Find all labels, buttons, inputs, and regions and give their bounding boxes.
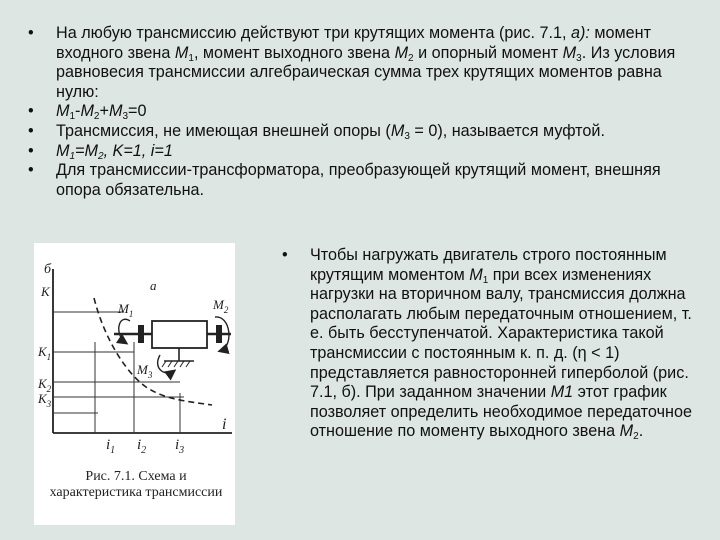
subscript: 3	[122, 111, 128, 123]
bullet-text	[310, 246, 707, 442]
tick-label-i1: $i_1$	[106, 437, 116, 456]
bullet-text	[56, 122, 708, 142]
text-run: =0	[128, 102, 147, 121]
text-run: -	[75, 102, 81, 121]
moment-arrow-m1	[119, 319, 130, 343]
text-run: . Из условия равновесия трансмиссии алгебраическая сумма трех крутящих моментов равна нулю:	[56, 43, 676, 101]
equation-coupling	[56, 142, 708, 162]
text-run: .	[638, 422, 644, 441]
text-run: М	[394, 43, 409, 62]
bullet-text: Для трансмиссии-трансформатора, преобразующей крутящий момент, внешняя опора обязательна.	[56, 161, 661, 199]
text-run: , K=1, i=1	[103, 141, 173, 160]
text-run: М	[562, 43, 577, 62]
right-bullet	[282, 246, 707, 442]
text-run: М	[390, 121, 405, 140]
tick-label-k2: $K_2$	[38, 376, 52, 394]
output-coupling	[216, 325, 222, 343]
input-coupling	[138, 325, 144, 343]
text-run: М	[80, 102, 94, 121]
bullet-item-coupling	[28, 122, 708, 142]
bullet-text	[56, 24, 708, 102]
subscript: 1	[482, 274, 489, 286]
tick-label-k1: $K_1$	[38, 344, 52, 362]
text-run: М	[84, 141, 98, 160]
text-run: М	[56, 141, 70, 160]
text-run: М	[469, 265, 483, 284]
equation-sum	[56, 102, 708, 122]
text-run: М	[56, 102, 70, 121]
text-run: М	[174, 43, 189, 62]
text-run: Чтобы нагружать двигатель строго постоянным крутящим моментом	[310, 246, 667, 284]
top-bullet-list	[28, 24, 708, 200]
text-run: =	[75, 141, 85, 160]
label-m3: $M_3$	[137, 362, 153, 380]
axis-label-k: K	[41, 284, 50, 299]
figure-caption: Рис. 7.1. Схема и характеристика трансмиссии	[49, 469, 223, 500]
subscript: 1	[69, 150, 76, 162]
text-run: М	[108, 102, 123, 121]
text-run: момент входного звена	[56, 24, 652, 62]
bullet-dot: •	[28, 102, 34, 121]
text-run: М	[619, 422, 634, 441]
subscript: 3	[576, 52, 582, 64]
subscript: 3	[404, 130, 410, 142]
subscript: 2	[408, 52, 414, 64]
tick-label-k3: $K_3$	[38, 391, 52, 409]
label-m2: $M_2$	[213, 297, 229, 315]
label-b: б	[44, 262, 52, 277]
support-hatch	[162, 361, 190, 367]
text-run: , момент выходного звена	[193, 43, 395, 62]
text-run: М1	[550, 383, 574, 402]
bullet-dot: •	[28, 141, 34, 160]
bullet-dot: •	[28, 121, 34, 140]
subscript: 2	[633, 431, 639, 443]
bullet-dot: •	[282, 246, 288, 264]
subscript: 2	[98, 150, 104, 162]
subscript: 1	[188, 52, 194, 64]
subscript: 2	[93, 111, 100, 123]
tick-label-i2: $i_2$	[137, 437, 147, 456]
text-run: а):	[571, 24, 590, 42]
subscript: 1	[69, 111, 76, 123]
text-run: этот график позволяет определить необходимое передаточное отношение по моменту выходного звена	[310, 383, 692, 441]
bullet-item-coupling-params	[28, 142, 708, 162]
text-run: при всех изменениях нагрузки на вторичном валу, трансмиссия должна располагать любым передаточным отношением, т. е. быть бесступенчатой. Характеристика такой трансмиссии с постоянным к. п. д. (η < 1) представляется равносторонней гиперболой (рис. 7.1, б). При заданном значении	[310, 265, 692, 402]
text-run: = 0), называется муфтой.	[409, 121, 605, 140]
bullet-item-moments	[28, 24, 708, 102]
moment-arrow-m3	[158, 355, 174, 373]
tick-label-i3: $i_3$	[175, 437, 185, 456]
bullet-dot: •	[28, 161, 34, 180]
figure-7-1	[34, 243, 235, 525]
axis-label-i: i	[222, 416, 227, 433]
label-m1: $M_1$	[118, 301, 134, 319]
bullet-item-constant-moment	[282, 246, 707, 442]
bullet-item-transformer	[28, 161, 708, 200]
text-run: +	[99, 102, 109, 121]
text-run: и опорный момент	[413, 43, 563, 62]
transmission-box	[152, 321, 207, 348]
label-a: а	[150, 278, 157, 293]
text-run: Трансмиссия, не имеющая внешней опоры (	[56, 121, 391, 140]
text-run: На любую трансмиссию действуют три крутящих момента (рис. 7.1,	[56, 24, 571, 42]
bullet-item-equation	[28, 102, 708, 122]
bullet-dot: •	[28, 24, 34, 42]
